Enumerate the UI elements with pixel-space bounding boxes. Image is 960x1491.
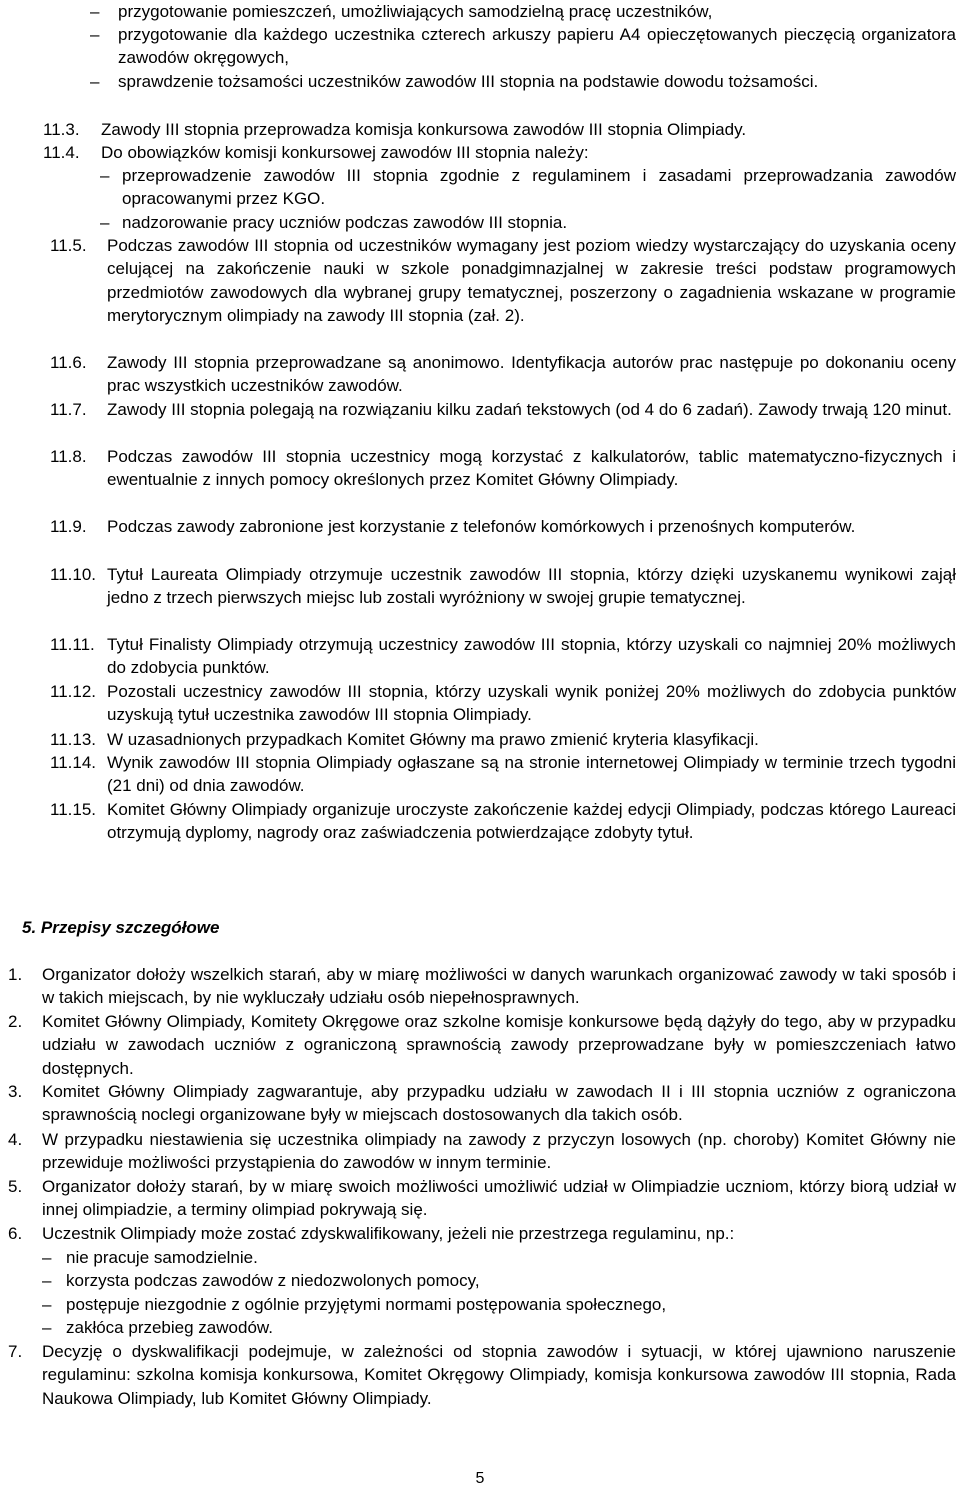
section-text: Pozostali uczestnicy zawodów III stopnia, którzy uzyskali wynik poniżej 20% możliwych do zdobycia punktów uzyskują tytuł uczestnika zawodów III stopnia Olimpiady.	[107, 682, 956, 725]
numbered-item-2	[8, 1010, 956, 1080]
section-text: Podczas zawodów III stopnia od uczestników wymagany jest poziom wiedzy wystarczający do uzyskania oceny celującej na zakończenie nauki w szkole ponadgimnazjalnej w zakresie treści podstaw programowych przedmiotów zawodowych dla wybranej grupy tematycznej, poszerzony o zagadnienia wskazane w programie merytorycznym olimpiady na zawody III stopnia (zał. 2).	[107, 236, 956, 326]
item-number: 2.	[8, 1012, 23, 1031]
section-11-8	[50, 445, 956, 492]
section-text: W uzasadnionych przypadkach Komitet Główny ma prawo zmienić kryteria klasyfikacji.	[107, 730, 759, 749]
numbered-item-7	[8, 1340, 956, 1410]
section-number: 11.15.	[50, 800, 97, 819]
bullet-item	[42, 1316, 956, 1339]
section-11-12	[50, 680, 956, 727]
section-11-10	[50, 563, 956, 610]
dash-marker: –	[100, 213, 110, 232]
bullet-text: sprawdzenie tożsamości uczestników zawodów III stopnia na podstawie dowodu tożsamości.	[118, 72, 819, 91]
item-number: 7.	[8, 1342, 23, 1361]
item-number: 5.	[8, 1177, 23, 1196]
bullet-text: przygotowanie dla każdego uczestnika czterech arkuszy papieru A4 opieczętowanych pieczęcią organizatora zawodów okręgowych,	[118, 25, 956, 68]
section-11-7	[50, 398, 956, 421]
section-text: Tytuł Finalisty Olimpiady otrzymują uczestnicy zawodów III stopnia, którzy uzyskali co najmniej 20% możliwych do zdobycia punktów.	[107, 635, 956, 678]
section-number: 11.14.	[50, 753, 97, 772]
item-text: Decyzję o dyskwalifikacji podejmuje, w zależności od stopnia zawodów i sytuacji, w której ujawniono naruszenie regulaminu: szkolna komisja konkursowa, Komitet Okręgowy Olimpiady, komisja konkursowa zawodów III stopnia, Rada Naukowa Olimpiady, lub Komitet Główny Olimpiady.	[42, 1342, 956, 1408]
section-text: Do obowiązków komisji konkursowej zawodów III stopnia należy:	[101, 143, 589, 162]
section-11-4	[43, 141, 956, 164]
section-number: 11.8.	[50, 447, 87, 466]
bullet-item	[90, 70, 956, 93]
section-number: 11.13.	[50, 730, 97, 749]
dash-marker: –	[90, 25, 100, 44]
bullet-text: przygotowanie pomieszczeń, umożliwiających samodzielną pracę uczestników,	[118, 2, 713, 21]
bullet-item	[100, 211, 956, 234]
item-text: Komitet Główny Olimpiady, Komitety Okręgowe oraz szkolne komisje konkursowe będą dążyły do tego, aby w przypadku udziału w zawodach uczniów z ograniczoną sprawnością zawody przeprowadzane były w pomieszczeniach łatwo dostępnych.	[42, 1012, 956, 1078]
section-11-6	[50, 351, 956, 398]
bullet-text: nadzorowanie pracy uczniów podczas zawodów III stopnia.	[122, 213, 568, 232]
item-number: 6.	[8, 1224, 23, 1243]
page-number: 5	[475, 1470, 485, 1487]
section-number: 11.6.	[50, 353, 87, 372]
section-text: Podczas zawody zabronione jest korzystanie z telefonów komórkowych i przenośnych komputerów.	[107, 517, 856, 536]
section-11-15	[50, 798, 956, 845]
section-number: 11.4.	[43, 143, 80, 162]
item-text: Komitet Główny Olimpiady zagwarantuje, aby przypadku udziału w zawodach II i III stopnia uczniów z ograniczona sprawnością noclegi organizowane były w miejscach dostosowanych dla takich osób.	[42, 1082, 956, 1125]
section-heading: 5. Przepisy szczegółowe	[22, 918, 220, 937]
section-11-9	[50, 515, 956, 538]
item-text: W przypadku niestawienia się uczestnika olimpiady na zawody z przyczyn losowych (np. choroby) Komitet Główny nie przewiduje możliwości przystąpienia do zawodów w innym terminie.	[42, 1130, 956, 1173]
item-number: 3.	[8, 1082, 23, 1101]
bullet-text: postępuje niezgodnie z ogólnie przyjętymi normami postępowania społecznego,	[66, 1295, 667, 1314]
bullet-text: przeprowadzenie zawodów III stopnia zgodnie z regulaminem i zasadami przeprowadzania zawodów opracowanymi przez KGO.	[122, 166, 956, 209]
section-number: 11.3.	[43, 120, 80, 139]
section-text: Zawody III stopnia przeprowadza komisja konkursowa zawodów III stopnia Olimpiady.	[101, 120, 747, 139]
dash-marker: –	[42, 1248, 52, 1267]
section-text: Zawody III stopnia polegają na rozwiązaniu kilku zadań tekstowych (od 4 do 6 zadań). Zawody trwają 120 minut.	[107, 400, 952, 419]
item-number: 1.	[8, 965, 23, 984]
item-text: Organizator dołoży starań, by w miarę swoich możliwości umożliwić udział w Olimpiadzie uczniom, którzy biorą udział w innej olimpiadzie, a terminy olimpiad pokrywają się.	[42, 1177, 956, 1220]
bullet-text: zakłóca przebieg zawodów.	[66, 1318, 273, 1337]
bullet-text: nie pracuje samodzielnie.	[66, 1248, 258, 1267]
numbered-item-4	[8, 1128, 956, 1175]
section-11-3	[43, 118, 956, 141]
dash-marker: –	[100, 166, 110, 185]
section-number: 11.9.	[50, 517, 87, 536]
item-text: Organizator dołoży wszelkich starań, aby w miarę możliwości w danych warunkach organizować zawody w taki sposób i w takich miejscach, by nie wykluczały udziału osób niepełnosprawnych.	[42, 965, 956, 1008]
section-number: 11.10.	[50, 565, 97, 584]
section-text: Komitet Główny Olimpiady organizuje uroczyste zakończenie każdej edycji Olimpiady, podczas którego Laureaci otrzymują dyplomy, nagrody oraz zaświadczenia potwierdzające zdobyty tytuł.	[107, 800, 956, 843]
section-number: 11.12.	[50, 682, 97, 701]
bullet-item	[42, 1269, 956, 1292]
dash-marker: –	[90, 72, 100, 91]
section-11-5	[50, 234, 956, 328]
section-11-11	[50, 633, 956, 680]
section-11-14	[50, 751, 956, 798]
bullet-item	[42, 1246, 956, 1269]
section-text: Tytuł Laureata Olimpiady otrzymuje uczestnik zawodów III stopnia, którzy dzięki uzyskanemu wynikowi zajął jedno z trzech pierwszych miejsc lub zostali wyróżniony w swojej grupie tematycznej.	[107, 565, 956, 608]
numbered-item-1	[8, 963, 956, 1010]
item-text: Uczestnik Olimpiady może zostać zdyskwalifikowany, jeżeli nie przestrzega regulaminu, np.:	[42, 1224, 735, 1243]
section-number: 11.7.	[50, 400, 87, 419]
section-text: Podczas zawodów III stopnia uczestnicy mogą korzystać z kalkulatorów, tablic matematyczno-fizycznych i ewentualnie z innych pomocy określonych przez Komitet Główny Olimpiady.	[107, 447, 956, 490]
dash-marker: –	[42, 1318, 52, 1337]
item-number: 4.	[8, 1130, 23, 1149]
numbered-item-6	[8, 1222, 956, 1245]
section-number: 11.5.	[50, 236, 87, 255]
bullet-text: korzysta podczas zawodów z niedozwolonych pomocy,	[66, 1271, 480, 1290]
section-11-13	[50, 728, 956, 751]
bullet-item	[90, 23, 956, 70]
bullet-item	[42, 1293, 956, 1316]
dash-marker: –	[42, 1295, 52, 1314]
numbered-item-5	[8, 1175, 956, 1222]
bullet-item	[90, 0, 956, 23]
dash-marker: –	[90, 2, 100, 21]
section-number: 11.11.	[50, 635, 95, 654]
bullet-item	[100, 164, 956, 211]
dash-marker: –	[42, 1271, 52, 1290]
section-text: Zawody III stopnia przeprowadzane są anonimowo. Identyfikacja autorów prac następuje po dokonaniu oceny prac wszystkich uczestników zawodów.	[107, 353, 956, 396]
section-text: Wynik zawodów III stopnia Olimpiady ogłaszane są na stronie internetowej Olimpiady w terminie trzech tygodni (21 dni) od dnia zawodów.	[107, 753, 956, 796]
numbered-item-3	[8, 1080, 956, 1127]
